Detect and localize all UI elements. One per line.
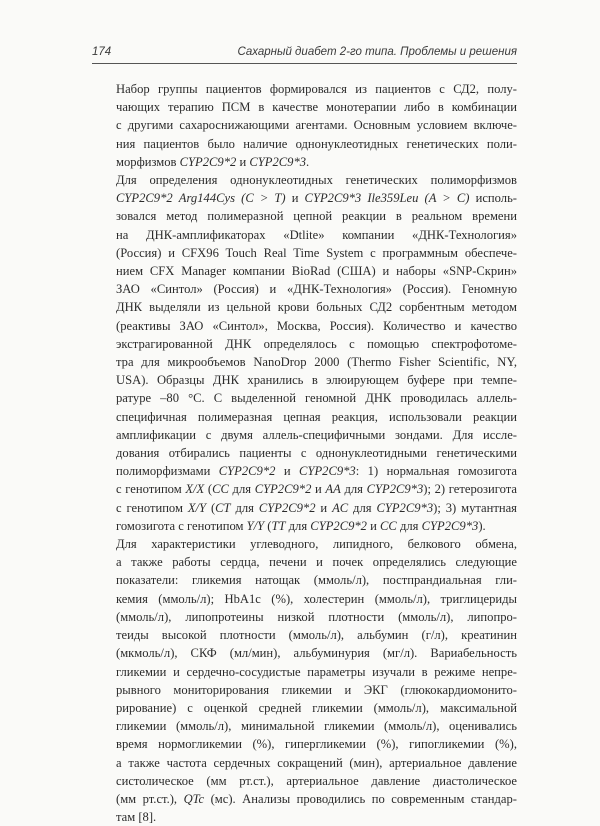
- text-line: специфичная полимеразная цепная реакция, использовали реакции: [116, 409, 517, 424]
- text-line: чающих терапию ПСМ в качестве монотерапии либо в комбинации: [116, 100, 517, 115]
- text-line: гомозигота с генотипом Y/Y (TT для CYP2C9*2 и CC для CYP2C9*3).: [116, 518, 486, 533]
- text-line: рирование) с оценкой средней гликемии (ммоль/л), максимальной: [116, 700, 517, 715]
- text-line: CYP2C9*2 Arg144Cys (C > T) и CYP2C9*3 Ile359Leu (A > C) исполь-: [116, 191, 518, 206]
- text-line: дования отбирались пациенты с однонуклеотидными генетическими: [116, 446, 517, 461]
- paragraph: [92, 535, 517, 826]
- body-text: [92, 80, 517, 826]
- running-title: Сахарный диабет 2-го типа. Проблемы и решения: [237, 46, 517, 58]
- text-line: Набор группы пациентов формировался из пациентов с СД2, полу-: [116, 82, 517, 96]
- paragraph: [92, 171, 517, 535]
- text-line: амплификации с двумя аллель-специфичными зондами. Для иссле-: [116, 427, 517, 442]
- text-line: ратуре –80 °C. С выделенной геномной ДНК проводилась аллель-: [116, 391, 517, 406]
- text-line: экстрагированной ДНК определялось с помощью спектрофотоме-: [116, 336, 517, 351]
- page-number: 174: [92, 46, 112, 58]
- paragraph: [92, 80, 517, 171]
- text-line: на ДНК-амплификаторах «Dtlite» компании «ДНК-Технология»: [116, 227, 517, 242]
- text-line: с генотипом X/X (CC для CYP2C9*2 и AA для CYP2C9*3); 2) гетерозигота: [116, 482, 517, 497]
- text-line: с генотипом X/Y (CT для CYP2C9*2 и AC для CYP2C9*3); 3) мутантная: [116, 500, 517, 515]
- text-line: теиды высокой плотности (ммоль/л), альбумин (г/л), креатинин: [116, 628, 517, 643]
- text-line: (мкмоль/л), СКФ (мл/мин), альбуминурия (мг/л). Вариабельность: [116, 646, 517, 661]
- text-line: (ммоль/л), липопротеины низкой плотности (ммоль/л), липопро-: [116, 609, 517, 624]
- text-line: с другими сахароснижающими агентами. Основным условием включе-: [116, 118, 517, 133]
- text-line: полиморфизмами CYP2C9*2 и CYP2C9*3: 1) нормальная гомозигота: [116, 464, 517, 479]
- text-line: рывного мониторирования гликемии и ЭКГ (глюкокардиомонито-: [116, 682, 517, 697]
- text-line: (реактивы ЗАО «Синтол», Москва, Россия). Количество и качество: [116, 318, 517, 333]
- text-line: там [8].: [116, 810, 157, 825]
- text-line: а также частота сердечных сокращений (мин), артериальное давление: [116, 755, 517, 770]
- text-line: нием CFX Manager компании BioRad (США) и наборы «SNP-Скрин»: [116, 264, 517, 279]
- text-line: гликемии (ммоль/л), минимальной гликемии (ммоль/л), оценивались: [116, 719, 517, 734]
- text-line: Для определения однонуклеотидных генетических полиморфизмов: [116, 173, 517, 188]
- text-line: ЗАО «Синтол» (Россия) и «ДНК-Технология» (Россия). Геномную: [116, 282, 517, 297]
- text-line: а также работы сердца, печени и почек определялись следующие: [116, 555, 517, 570]
- text-line: зовался метод полимеразной цепной реакции в реальном времени: [116, 209, 517, 224]
- text-line: Для характеристики углеводного, липидного, белкового обмена,: [116, 537, 517, 552]
- text-line: ния пациентов было наличие однонуклеотидных генетических поли-: [116, 136, 517, 151]
- header-rule: [92, 63, 517, 64]
- text-line: время нормогликемии (%), гипергликемии (%), гипогликемии (%),: [116, 737, 517, 752]
- text-line: гликемии и сердечно-сосудистые параметры изучали в режиме непре-: [116, 664, 517, 679]
- text-line: тра для микрообъемов NanoDrop 2000 (Thermo Fisher Scientific, NY,: [116, 355, 517, 370]
- text-line: систолическое (мм рт.ст.), артериальное давление диастолическое: [116, 773, 517, 788]
- text-line: (мм рт.ст.), QTc (мс). Анализы проводились по современным стандар-: [116, 791, 517, 806]
- text-line: морфизмов CYP2C9*2 и CYP2C9*3.: [116, 154, 310, 169]
- running-header: [92, 46, 517, 58]
- text-line: кемия (ммоль/л); HbA1c (%), холестерин (ммоль/л), триглицериды: [116, 591, 517, 606]
- text-line: (Россия) и CFX96 Touch Real Time System с программным обеспече-: [116, 245, 517, 260]
- text-line: ДНК выделяли из цельной крови больных СД2 сорбентным методом: [116, 300, 517, 315]
- text-line: показатели: гликемия натощак (ммоль/л), постпрандиальная гли-: [116, 573, 517, 588]
- text-line: USA). Образцы ДНК хранились в элюирующем буфере при темпе-: [116, 373, 517, 388]
